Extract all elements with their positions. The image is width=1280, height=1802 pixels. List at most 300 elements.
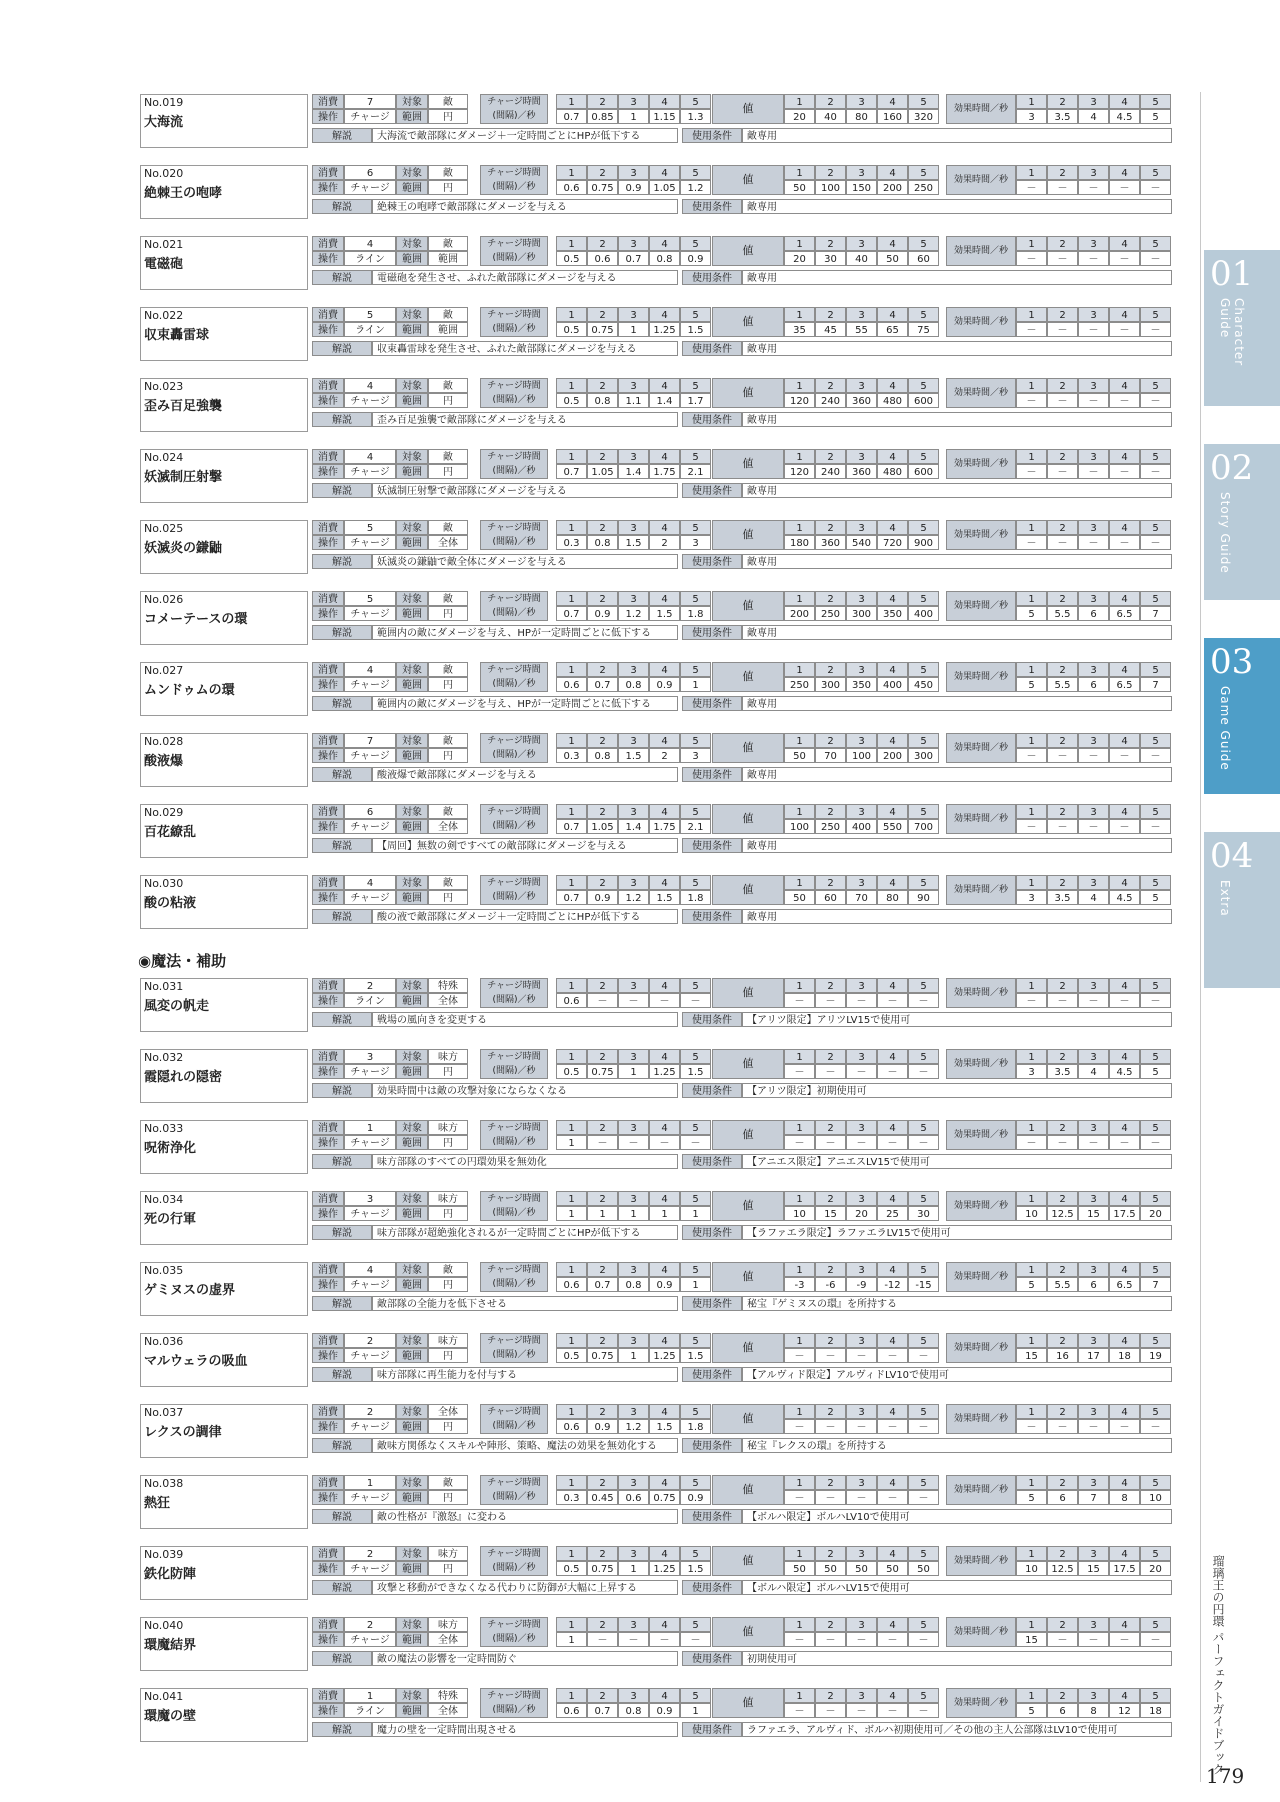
effect-value: － [1047, 1632, 1078, 1647]
value-value: － [784, 993, 815, 1008]
level-header: 3 [1078, 236, 1109, 251]
operation-label: 操作 [312, 1419, 344, 1434]
value-value: 250 [908, 180, 939, 195]
level-header: 5 [1140, 804, 1171, 819]
effect-value: － [1109, 1419, 1140, 1434]
description-label: 解説 [312, 1154, 372, 1169]
level-header: 2 [815, 978, 846, 993]
level-header: 4 [1109, 307, 1140, 322]
description-label: 解説 [312, 341, 372, 356]
effect-value: 4.5 [1109, 1064, 1140, 1079]
range-value: 円 [428, 1206, 468, 1221]
level-header: 3 [1078, 1688, 1109, 1703]
level-header: 2 [1047, 1546, 1078, 1561]
level-header: 2 [587, 1688, 618, 1703]
chapter-tab-number: 03 [1210, 642, 1254, 682]
level-header: 3 [846, 875, 877, 890]
operation-value: チャージ [344, 1561, 396, 1576]
value-value: － [784, 1348, 815, 1363]
level-header: 4 [1109, 1475, 1140, 1490]
range-value: 円 [428, 1561, 468, 1576]
effect-value: 6 [1047, 1490, 1078, 1505]
level-header: 4 [1109, 236, 1140, 251]
value-label: 値 [712, 1120, 784, 1150]
charge-value: 1.4 [649, 393, 680, 408]
skill-entry [140, 165, 1174, 220]
operation-label: 操作 [312, 1490, 344, 1505]
description-label: 解説 [312, 554, 372, 569]
value-value: -12 [877, 1277, 908, 1292]
condition-value: 敵専用 [742, 625, 1172, 640]
operation-label: 操作 [312, 819, 344, 834]
level-header: 2 [1047, 1191, 1078, 1206]
value-label: 値 [712, 1475, 784, 1505]
chapter-tab-01[interactable] [1204, 250, 1280, 406]
charge-value: 1.8 [680, 890, 711, 905]
effect-value: － [1047, 1135, 1078, 1150]
cost-value: 4 [344, 875, 396, 890]
effect-value: － [1016, 322, 1047, 337]
value-value: － [908, 1064, 939, 1079]
level-header: 1 [556, 449, 587, 464]
value-value: － [908, 1703, 939, 1718]
charge-time-label-line1: チャージ時間 [487, 381, 541, 391]
description-value: 範囲内の敵にダメージを与え、HPが一定時間ごとに低下する [372, 696, 678, 711]
condition-value: 敵専用 [742, 838, 1172, 853]
skill-name: 百花繚乱 [144, 825, 197, 840]
condition-value: 敵専用 [742, 767, 1172, 782]
level-header: 4 [877, 804, 908, 819]
value-value: － [846, 1632, 877, 1647]
level-header: 4 [877, 449, 908, 464]
condition-label: 使用条件 [682, 1154, 742, 1169]
value-value: － [877, 1490, 908, 1505]
operation-value: チャージ [344, 677, 396, 692]
value-value: － [815, 1064, 846, 1079]
charge-value: － [680, 1632, 711, 1647]
level-header: 1 [784, 804, 815, 819]
level-header: 3 [1078, 449, 1109, 464]
charge-time-label-line2: (間隔)／秒 [492, 324, 536, 334]
value-value: 60 [815, 890, 846, 905]
description-label: 解説 [312, 412, 372, 427]
description-value: 効果時間中は敵の攻撃対象にならなくなる [372, 1083, 678, 1098]
effect-value: － [1078, 993, 1109, 1008]
cost-value: 6 [344, 804, 396, 819]
charge-value: 0.3 [556, 1490, 587, 1505]
level-header: 4 [1109, 94, 1140, 109]
charge-time-label-line2: (間隔)／秒 [492, 1350, 536, 1360]
level-header: 1 [1016, 1120, 1047, 1135]
level-header: 2 [815, 1404, 846, 1419]
condition-label: 使用条件 [682, 625, 742, 640]
cost-label: 消費 [312, 378, 344, 393]
range-label: 範囲 [396, 1135, 428, 1150]
skill-name-box [140, 236, 308, 290]
description-value: 絶棘王の咆哮で敵部隊にダメージを与える [372, 199, 678, 214]
level-header: 3 [618, 1120, 649, 1135]
effect-value: 17.5 [1109, 1561, 1140, 1576]
charge-time-label-line1: チャージ時間 [487, 168, 541, 178]
value-value: － [815, 1490, 846, 1505]
charge-time-label-line1: チャージ時間 [487, 239, 541, 249]
skill-number: No.020 [144, 167, 184, 180]
skill-name-box [140, 1120, 308, 1174]
level-header: 4 [649, 1120, 680, 1135]
level-header: 1 [556, 1617, 587, 1632]
cost-value: 3 [344, 1191, 396, 1206]
skill-name: 呪術浄化 [144, 1141, 197, 1156]
level-header: 5 [1140, 1049, 1171, 1064]
charge-time-label [480, 591, 548, 621]
section-title: ◉魔法・補助 [138, 952, 227, 970]
skill-entry [140, 1404, 1174, 1459]
level-header: 3 [846, 662, 877, 677]
level-header: 5 [908, 1120, 939, 1135]
charge-time-label-line2: (間隔)／秒 [492, 750, 536, 760]
cost-label: 消費 [312, 165, 344, 180]
level-header: 4 [1109, 165, 1140, 180]
operation-value: チャージ [344, 1632, 396, 1647]
skill-name: 環魔結界 [144, 1638, 197, 1653]
level-header: 3 [1078, 1333, 1109, 1348]
range-label: 範囲 [396, 993, 428, 1008]
value-value: 20 [784, 251, 815, 266]
description-value: 妖滅炎の鎌鼬で敵全体にダメージを与える [372, 554, 678, 569]
level-header: 5 [680, 1191, 711, 1206]
charge-value: 0.6 [556, 677, 587, 692]
effect-value: 5 [1016, 1277, 1047, 1292]
target-label: 対象 [396, 591, 428, 606]
skill-name-box [140, 307, 308, 361]
charge-value: 0.9 [649, 1703, 680, 1718]
level-header: 1 [784, 307, 815, 322]
skill-entry [140, 875, 1174, 930]
level-header: 4 [877, 1404, 908, 1419]
skill-number: No.038 [144, 1477, 184, 1490]
charge-value: 1 [618, 322, 649, 337]
cost-label: 消費 [312, 449, 344, 464]
range-value: 円 [428, 180, 468, 195]
range-value: 全体 [428, 819, 468, 834]
level-header: 5 [908, 1404, 939, 1419]
range-label: 範囲 [396, 606, 428, 621]
level-header: 2 [815, 591, 846, 606]
skill-number: No.029 [144, 806, 184, 819]
level-header: 5 [680, 449, 711, 464]
cost-label: 消費 [312, 236, 344, 251]
chapter-tab-02[interactable] [1204, 444, 1280, 600]
value-value: 15 [815, 1206, 846, 1221]
charge-value: 0.7 [556, 819, 587, 834]
value-value: -9 [846, 1277, 877, 1292]
level-header: 1 [1016, 1262, 1047, 1277]
target-label: 対象 [396, 307, 428, 322]
value-value: 30 [908, 1206, 939, 1221]
effect-value: 15 [1078, 1206, 1109, 1221]
chapter-tab-number: 04 [1210, 836, 1254, 876]
level-header: 3 [618, 1617, 649, 1632]
skill-name: マルウェラの吸血 [144, 1354, 248, 1369]
charge-time-label [480, 1475, 548, 1505]
range-label: 範囲 [396, 535, 428, 550]
value-value: － [877, 1348, 908, 1363]
effect-value: － [1078, 1419, 1109, 1434]
chapter-tab-number: 01 [1210, 254, 1254, 294]
level-header: 1 [556, 1333, 587, 1348]
value-value: 20 [846, 1206, 877, 1221]
charge-value: － [649, 993, 680, 1008]
level-header: 5 [1140, 591, 1171, 606]
charge-value: 1.1 [618, 393, 649, 408]
level-header: 1 [1016, 165, 1047, 180]
cost-value: 5 [344, 520, 396, 535]
range-label: 範囲 [396, 1277, 428, 1292]
level-header: 2 [587, 378, 618, 393]
cost-value: 1 [344, 1475, 396, 1490]
effect-value: － [1078, 464, 1109, 479]
charge-time-label-line2: (間隔)／秒 [492, 679, 536, 689]
level-header: 2 [1047, 94, 1078, 109]
effect-value: 6 [1078, 606, 1109, 621]
level-header: 1 [784, 1333, 815, 1348]
effect-value: 15 [1016, 1348, 1047, 1363]
level-header: 3 [846, 1546, 877, 1561]
level-header: 4 [877, 1333, 908, 1348]
charge-value: － [587, 1135, 618, 1150]
value-value: 65 [877, 322, 908, 337]
cost-value: 6 [344, 165, 396, 180]
value-label: 値 [712, 733, 784, 763]
condition-label: 使用条件 [682, 767, 742, 782]
skill-number: No.036 [144, 1335, 184, 1348]
charge-value: 0.9 [680, 1490, 711, 1505]
level-header: 5 [908, 1049, 939, 1064]
charge-time-label [480, 978, 548, 1008]
effect-value: － [1140, 464, 1171, 479]
charge-value: 0.7 [556, 464, 587, 479]
operation-value: ライン [344, 322, 396, 337]
charge-time-label-line2: (間隔)／秒 [492, 1137, 536, 1147]
skill-name-box [140, 978, 308, 1032]
operation-label: 操作 [312, 748, 344, 763]
value-value: － [815, 1632, 846, 1647]
effect-value: － [1016, 993, 1047, 1008]
description-value: 味方部隊が超絶強化されるが一定時間ごとにHPが低下する [372, 1225, 678, 1240]
level-header: 1 [784, 591, 815, 606]
value-value: 40 [815, 109, 846, 124]
value-value: 480 [877, 393, 908, 408]
level-header: 3 [1078, 591, 1109, 606]
operation-value: チャージ [344, 1206, 396, 1221]
effect-value: － [1047, 393, 1078, 408]
level-header: 2 [815, 1120, 846, 1135]
effect-value: 4.5 [1109, 890, 1140, 905]
charge-time-label [480, 165, 548, 195]
description-value: 酸の液で敵部隊にダメージ＋一定時間ごとにHPが低下する [372, 909, 678, 924]
level-header: 2 [587, 1191, 618, 1206]
skill-name: 妖滅制圧射撃 [144, 470, 223, 485]
level-header: 4 [877, 733, 908, 748]
target-label: 対象 [396, 733, 428, 748]
skill-entry [140, 1546, 1174, 1601]
level-header: 1 [784, 1688, 815, 1703]
effect-value: － [1016, 1135, 1047, 1150]
cost-label: 消費 [312, 1120, 344, 1135]
value-label: 値 [712, 1191, 784, 1221]
level-header: 1 [1016, 1688, 1047, 1703]
range-label: 範囲 [396, 109, 428, 124]
operation-value: ライン [344, 1703, 396, 1718]
charge-value: 1 [680, 1703, 711, 1718]
effect-value: － [1140, 1135, 1171, 1150]
level-header: 2 [1047, 449, 1078, 464]
value-value: 50 [815, 1561, 846, 1576]
charge-time-label [480, 236, 548, 266]
charge-value: 0.75 [587, 1064, 618, 1079]
level-header: 3 [618, 1191, 649, 1206]
level-header: 5 [908, 1191, 939, 1206]
level-header: 3 [1078, 1049, 1109, 1064]
charge-time-label-line1: チャージ時間 [487, 97, 541, 107]
target-value: 味方 [428, 1191, 468, 1206]
charge-time-label-line1: チャージ時間 [487, 594, 541, 604]
effect-value: 6.5 [1109, 677, 1140, 692]
level-header: 4 [649, 94, 680, 109]
condition-value: 初期使用可 [742, 1651, 1172, 1666]
charge-value: － [680, 993, 711, 1008]
value-value: 540 [846, 535, 877, 550]
level-header: 5 [1140, 1617, 1171, 1632]
value-value: 600 [908, 464, 939, 479]
charge-time-label-line1: チャージ時間 [487, 1194, 541, 1204]
level-header: 1 [1016, 1546, 1047, 1561]
level-header: 1 [556, 1120, 587, 1135]
effect-time-label: 効果時間／秒 [946, 1049, 1016, 1079]
value-label: 値 [712, 520, 784, 550]
skill-name-box [140, 1475, 308, 1529]
description-label: 解説 [312, 1225, 372, 1240]
level-header: 3 [846, 236, 877, 251]
target-value: 敵 [428, 94, 468, 109]
cost-value: 2 [344, 1404, 396, 1419]
range-label: 範囲 [396, 322, 428, 337]
level-header: 5 [680, 1688, 711, 1703]
charge-value: 1.5 [649, 606, 680, 621]
range-value: 円 [428, 677, 468, 692]
effect-value: － [1016, 1419, 1047, 1434]
cost-value: 5 [344, 307, 396, 322]
level-header: 4 [649, 520, 680, 535]
effect-time-label: 効果時間／秒 [946, 449, 1016, 479]
value-value: － [877, 993, 908, 1008]
range-label: 範囲 [396, 748, 428, 763]
level-header: 4 [877, 1049, 908, 1064]
level-header: 4 [649, 1262, 680, 1277]
charge-time-label-line2: (間隔)／秒 [492, 1492, 536, 1502]
cost-value: 4 [344, 378, 396, 393]
level-header: 2 [815, 1688, 846, 1703]
effect-value: 4 [1078, 1064, 1109, 1079]
level-header: 1 [1016, 236, 1047, 251]
value-value: 30 [815, 251, 846, 266]
value-value: 120 [784, 393, 815, 408]
level-header: 2 [815, 1191, 846, 1206]
skill-name-box [140, 875, 308, 929]
level-header: 3 [1078, 1617, 1109, 1632]
effect-value: － [1016, 393, 1047, 408]
level-header: 2 [815, 449, 846, 464]
skill-entry [140, 978, 1174, 1033]
skill-name-box [140, 449, 308, 503]
charge-value: 1 [618, 1206, 649, 1221]
level-header: 5 [1140, 875, 1171, 890]
effect-value: 5 [1140, 1064, 1171, 1079]
value-value: － [784, 1703, 815, 1718]
value-value: 900 [908, 535, 939, 550]
target-label: 対象 [396, 94, 428, 109]
condition-value: 【アニエス限定】アニエスLV15で使用可 [742, 1154, 1172, 1169]
chapter-tab-04[interactable] [1204, 832, 1280, 988]
level-header: 5 [1140, 307, 1171, 322]
level-header: 5 [1140, 1333, 1171, 1348]
level-header: 1 [784, 1191, 815, 1206]
effect-value: 6 [1047, 1703, 1078, 1718]
skill-name: 大海流 [144, 115, 184, 130]
value-value: 50 [784, 1561, 815, 1576]
effect-value: － [1140, 180, 1171, 195]
charge-time-label-line1: チャージ時間 [487, 807, 541, 817]
level-header: 2 [815, 733, 846, 748]
level-header: 3 [846, 520, 877, 535]
value-label: 値 [712, 1617, 784, 1647]
skill-name: ゲミヌスの虚界 [144, 1283, 236, 1298]
level-header: 5 [680, 804, 711, 819]
effect-value: － [1078, 1135, 1109, 1150]
operation-value: チャージ [344, 1064, 396, 1079]
level-header: 2 [815, 165, 846, 180]
chapter-tab-number: 02 [1210, 448, 1254, 488]
level-header: 2 [1047, 804, 1078, 819]
effect-value: 20 [1140, 1206, 1171, 1221]
value-value: 120 [784, 464, 815, 479]
charge-value: 0.8 [618, 677, 649, 692]
charge-value: 1.5 [680, 1561, 711, 1576]
level-header: 4 [877, 94, 908, 109]
effect-value: 8 [1078, 1703, 1109, 1718]
range-value: 円 [428, 1419, 468, 1434]
skill-name-box [140, 1262, 308, 1316]
skill-name-box [140, 520, 308, 574]
effect-value: － [1140, 993, 1171, 1008]
value-value: 300 [846, 606, 877, 621]
operation-label: 操作 [312, 1348, 344, 1363]
effect-value: － [1109, 464, 1140, 479]
value-value: － [846, 1703, 877, 1718]
skill-name: 歪み百足強襲 [144, 399, 223, 414]
level-header: 2 [815, 1617, 846, 1632]
effect-time-label: 効果時間／秒 [946, 662, 1016, 692]
chapter-tab-03[interactable] [1204, 638, 1280, 794]
level-header: 5 [1140, 1688, 1171, 1703]
condition-label: 使用条件 [682, 1438, 742, 1453]
skill-entry [140, 1617, 1174, 1672]
level-header: 5 [908, 733, 939, 748]
charge-value: 1.7 [680, 393, 711, 408]
level-header: 4 [877, 1546, 908, 1561]
skill-name: 鉄化防陣 [144, 1567, 197, 1582]
effect-time-label: 効果時間／秒 [946, 1120, 1016, 1150]
